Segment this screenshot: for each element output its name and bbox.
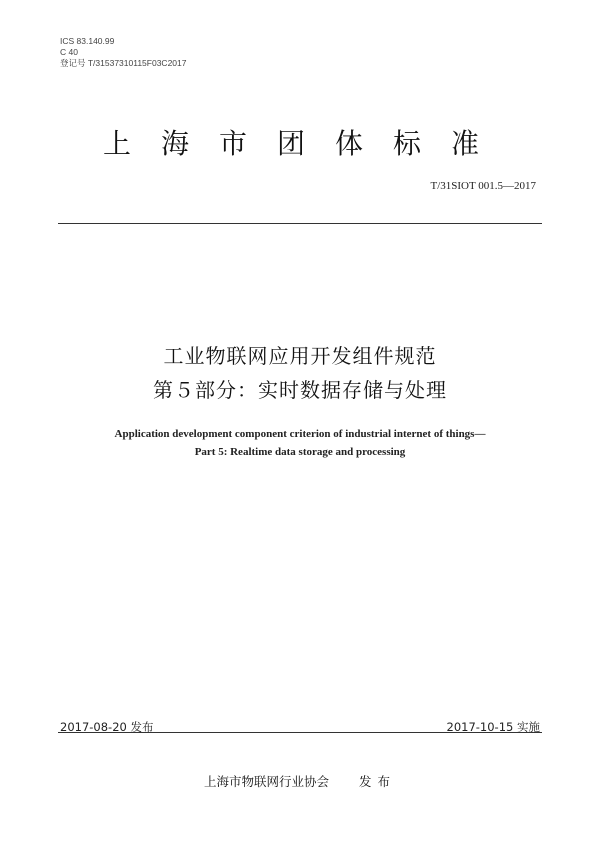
english-title-line-1: Application development component criterion of industrial internet of things— xyxy=(114,428,486,440)
chinese-title-line-1: 工业物联网应用开发组件规范 xyxy=(163,344,437,368)
chinese-title-line-2: 第５部分：实时数据存储与处理 xyxy=(153,378,447,402)
registration-number: 登记号 T/31537310115F03C2017 xyxy=(60,58,187,68)
implementation-date: 2017-10-15 实施 xyxy=(446,720,540,734)
bottom-divider xyxy=(58,732,542,733)
publisher-line xyxy=(0,772,600,790)
ics-code: ICS 83.140.99 xyxy=(60,36,115,46)
english-title-line-2: Part 5: Realtime data storage and processing xyxy=(194,446,406,458)
classification-header xyxy=(60,36,186,69)
ccs-code: C 40 xyxy=(60,47,78,57)
standard-category-title: 上海市团体标准 xyxy=(102,127,509,160)
publish-action: 发布 xyxy=(359,774,397,789)
top-divider xyxy=(58,223,542,224)
standard-number: T/31SIOT 001.5—2017 xyxy=(430,180,536,192)
publisher-name: 上海市物联网行业协会 xyxy=(203,774,329,789)
issue-date: 2017-08-20 发布 xyxy=(60,720,154,734)
